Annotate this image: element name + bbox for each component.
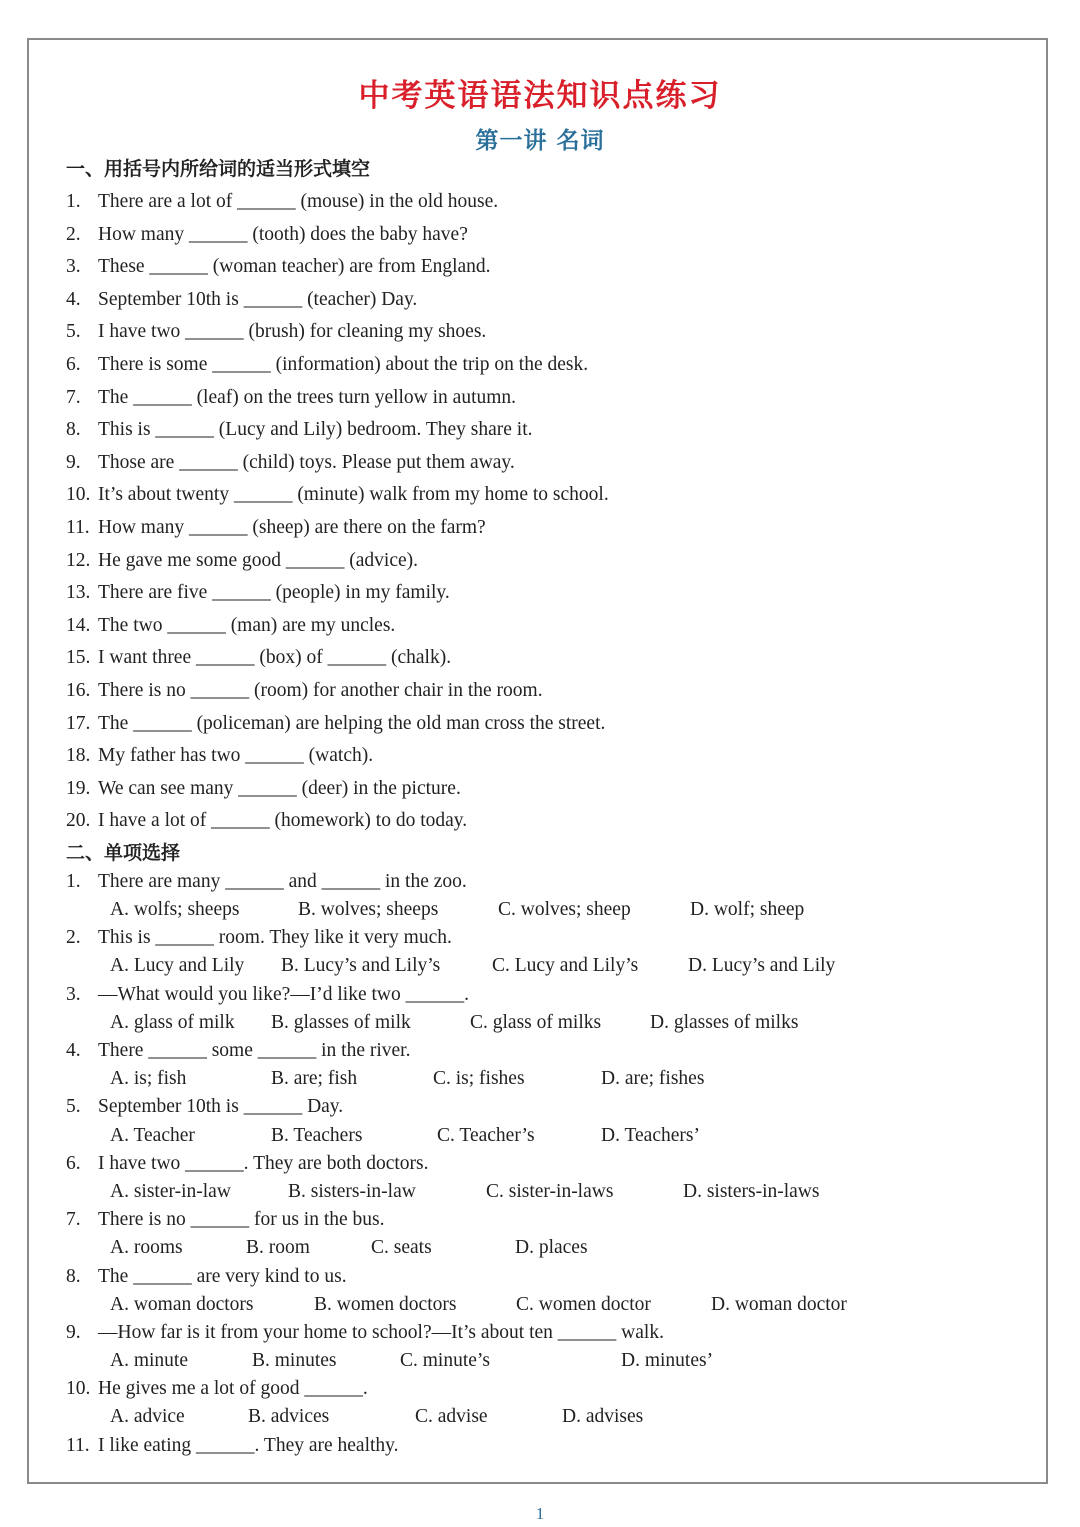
option-a: A. woman doctors: [110, 1293, 254, 1315]
question-item: [66, 186, 1026, 219]
question-text: How many ______ (tooth) does the baby have?: [98, 223, 468, 245]
option-d: D. advises: [562, 1406, 644, 1428]
question-text: The ______ (leaf) on the trees turn yellow in autumn.: [98, 386, 517, 408]
question-text: There are a lot of ______ (mouse) in the old house.: [98, 191, 499, 212]
question-number: 5.: [66, 1096, 81, 1118]
question-number: 18.: [66, 745, 91, 767]
question-item: [66, 316, 1026, 349]
mc-question: [66, 1037, 1026, 1065]
mc-question: [66, 924, 1026, 952]
question-number: 10.: [66, 1378, 91, 1400]
question-number: 16.: [66, 679, 91, 701]
question-text: I have two ______ (brush) for cleaning my shoes.: [98, 321, 487, 343]
section1-heading: 一、用括号内所给词的适当形式填空: [66, 158, 371, 180]
question-text: He gives me a lot of good ______.: [98, 1378, 368, 1400]
option-a: A. is; fish: [110, 1068, 187, 1090]
option-a: A. Lucy and Lily: [110, 955, 245, 977]
multiple-choice-section: [66, 838, 1026, 1460]
mc-question: [66, 981, 1026, 1009]
question-item: [66, 219, 1026, 252]
option-b: B. women doctors: [314, 1293, 457, 1315]
question-text: —How far is it from your home to school?—It’s about ten ______ walk.: [98, 1321, 664, 1343]
option-c: C. minute’s: [400, 1350, 490, 1372]
option-b: B. Lucy’s and Lily’s: [281, 955, 441, 977]
question-text: I have a lot of ______ (homework) to do today.: [98, 810, 468, 832]
option-c: C. is; fishes: [433, 1068, 525, 1090]
option-d: D. places: [515, 1237, 588, 1259]
question-item: [66, 349, 1026, 382]
question-text: The ______ (policeman) are helping the old man cross the street.: [98, 712, 606, 734]
page-number: 1: [535, 1504, 545, 1523]
question-text: These ______ (woman teacher) are from England.: [98, 256, 491, 278]
answer-options: [66, 1178, 1026, 1206]
question-text: September 10th is ______ Day.: [98, 1096, 344, 1118]
mc-question: [66, 1206, 1026, 1234]
question-text: There ______ some ______ in the river.: [98, 1040, 411, 1061]
question-item: [66, 805, 1026, 838]
option-a: A. minute: [110, 1350, 188, 1372]
question-number: 8.: [66, 419, 81, 441]
question-item: [66, 251, 1026, 284]
lesson-subtitle: 第一讲 名词: [475, 128, 605, 154]
option-c: C. wolves; sheep: [498, 899, 631, 921]
section2-heading: 二、单项选择: [66, 841, 181, 864]
option-d: D. Teachers’: [601, 1124, 700, 1146]
option-d: D. minutes’: [621, 1350, 714, 1372]
question-number: 1.: [66, 191, 81, 212]
option-a: A. sister-in-law: [110, 1180, 231, 1202]
question-item: [66, 642, 1026, 675]
question-number: 7.: [66, 1209, 81, 1231]
option-a: A. advice: [110, 1406, 185, 1428]
question-number: 11.: [66, 516, 90, 538]
question-number: 6.: [66, 1152, 81, 1174]
question-item: [66, 414, 1026, 447]
question-item: [66, 610, 1026, 643]
question-item: [66, 708, 1026, 741]
question-text: September 10th is ______ (teacher) Day.: [98, 288, 418, 310]
question-text: —What would you like?—I’d like two ______.: [98, 983, 469, 1005]
question-item: [66, 447, 1026, 480]
question-item: [66, 479, 1026, 512]
question-text: The two ______ (man) are my uncles.: [98, 614, 396, 636]
option-b: B. Teachers: [271, 1124, 363, 1146]
option-b: B. sisters-in-law: [288, 1180, 416, 1202]
answer-options: [66, 1122, 1026, 1150]
question-number: 6.: [66, 353, 81, 375]
answer-options: [66, 1065, 1026, 1093]
option-d: D. wolf; sheep: [690, 899, 805, 921]
question-item: [66, 740, 1026, 773]
option-a: A. Teacher: [110, 1124, 195, 1146]
question-number: 20.: [66, 810, 91, 832]
option-d: D. glasses of milks: [650, 1011, 799, 1033]
question-text: There are many ______ and ______ in the zoo.: [98, 870, 467, 892]
question-text: This is ______ room. They like it very much.: [98, 927, 452, 949]
question-number: 12.: [66, 549, 91, 571]
question-text: We can see many ______ (deer) in the picture.: [98, 777, 461, 799]
question-text: There is no ______ for us in the bus.: [98, 1209, 385, 1231]
question-number: 3.: [66, 256, 81, 278]
question-text: Those are ______ (child) toys. Please put them away.: [98, 451, 515, 473]
question-number: 17.: [66, 712, 91, 734]
answer-options: [66, 1403, 1026, 1431]
question-number: 19.: [66, 777, 91, 799]
question-text: How many ______ (sheep) are there on the farm?: [98, 516, 486, 538]
question-number: 13.: [66, 582, 91, 604]
question-text: I want three ______ (box) of ______ (chalk).: [98, 647, 452, 669]
question-text: There is some ______ (information) about the trip on the desk.: [98, 353, 589, 375]
answer-options: [66, 896, 1026, 924]
question-number: 15.: [66, 647, 91, 669]
option-d: D. Lucy’s and Lily: [688, 955, 836, 977]
question-number: 9.: [66, 451, 81, 473]
question-number: 11.: [66, 1434, 90, 1456]
answer-options: [66, 1234, 1026, 1262]
option-b: B. are; fish: [271, 1068, 358, 1090]
mc-question: [66, 1150, 1026, 1178]
option-d: D. woman doctor: [711, 1293, 847, 1315]
question-number: 4.: [66, 1040, 81, 1061]
option-b: B. advices: [248, 1406, 330, 1428]
question-text: It’s about twenty ______ (minute) walk from my home to school.: [98, 484, 609, 506]
mc-question: [66, 1432, 1026, 1460]
answer-options: [66, 1009, 1026, 1037]
page-title: 中考英语语法知识点练习: [358, 78, 722, 114]
option-c: C. Lucy and Lily’s: [492, 955, 639, 977]
question-text: He gave me some good ______ (advice).: [98, 549, 419, 571]
answer-options: [66, 1347, 1026, 1375]
option-a: A. wolfs; sheeps: [110, 899, 240, 921]
question-text: There is no ______ (room) for another chair in the room.: [98, 679, 543, 701]
option-b: B. glasses of milk: [271, 1011, 411, 1033]
question-item: [66, 675, 1026, 708]
mc-question: [66, 1319, 1026, 1347]
mc-question: [66, 1263, 1026, 1291]
question-text: There are five ______ (people) in my family.: [98, 582, 450, 604]
question-number: 4.: [66, 288, 81, 310]
option-d: D. sisters-in-laws: [683, 1180, 820, 1202]
option-c: C. seats: [371, 1237, 432, 1259]
option-a: A. glass of milk: [110, 1011, 235, 1033]
question-item: [66, 545, 1026, 578]
question-text: I like eating ______. They are healthy.: [98, 1434, 399, 1456]
option-b: B. room: [246, 1237, 310, 1259]
question-text: I have two ______. They are both doctors.: [98, 1152, 429, 1174]
question-item: [66, 577, 1026, 610]
question-text: The ______ are very kind to us.: [98, 1265, 347, 1287]
question-number: 5.: [66, 321, 81, 343]
question-item: [66, 284, 1026, 317]
question-number: 1.: [66, 870, 81, 892]
answer-options: [66, 952, 1026, 980]
mc-question: [66, 1093, 1026, 1121]
option-b: B. wolves; sheeps: [298, 899, 439, 921]
multiple-choice-list: [66, 868, 1026, 1460]
question-item: [66, 773, 1026, 806]
option-c: C. advise: [415, 1406, 488, 1428]
option-c: C. women doctor: [516, 1293, 651, 1315]
mc-question: [66, 1375, 1026, 1403]
question-number: 8.: [66, 1265, 81, 1287]
question-number: 10.: [66, 484, 91, 506]
question-number: 3.: [66, 983, 81, 1005]
option-a: A. rooms: [110, 1237, 183, 1259]
question-text: This is ______ (Lucy and Lily) bedroom. They share it.: [98, 419, 533, 441]
question-number: 14.: [66, 614, 91, 636]
worksheet-body: [66, 152, 1026, 1460]
option-c: C. glass of milks: [470, 1011, 602, 1033]
option-c: C. sister-in-laws: [486, 1180, 614, 1202]
fill-in-list: [66, 186, 1026, 838]
question-item: [66, 512, 1026, 545]
option-d: D. are; fishes: [601, 1068, 705, 1090]
question-item: [66, 382, 1026, 415]
option-b: B. minutes: [252, 1350, 337, 1372]
answer-options: [66, 1291, 1026, 1319]
question-text: My father has two ______ (watch).: [98, 745, 374, 767]
question-number: 2.: [66, 927, 81, 949]
question-number: 2.: [66, 223, 81, 245]
question-number: 9.: [66, 1321, 81, 1343]
mc-question: [66, 868, 1026, 896]
question-number: 7.: [66, 386, 81, 408]
option-c: C. Teacher’s: [437, 1124, 535, 1146]
